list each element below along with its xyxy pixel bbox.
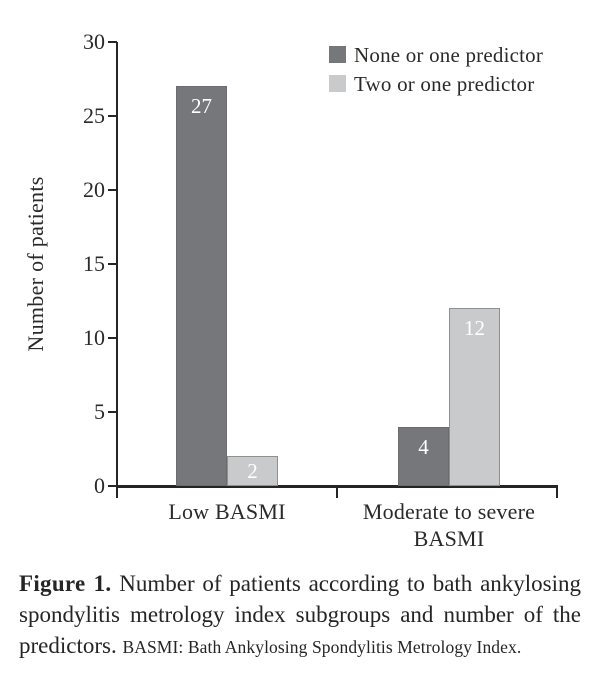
chart-legend <box>329 43 543 97</box>
y-axis-tick <box>108 263 117 265</box>
figure-caption-text: Number of patients according to bath ankylosing spondylitis metrology index subgroups and number of the predictors. <box>19 571 582 658</box>
y-axis-tick-label: 15 <box>83 251 105 276</box>
bar-none-or-one-predictor <box>176 86 227 486</box>
figure-caption <box>19 568 581 663</box>
y-axis-tick <box>108 41 117 43</box>
y-axis-tick-label: 20 <box>83 177 105 202</box>
y-axis-tick-label: 5 <box>94 399 105 424</box>
legend-swatch-icon <box>329 46 346 63</box>
y-axis-tick-label: 30 <box>83 29 105 54</box>
legend-label: Two or one predictor <box>354 72 535 96</box>
bar-value-label: 12 <box>464 316 485 341</box>
bar-value-label: 2 <box>247 459 258 484</box>
legend-label: None or one predictor <box>354 43 544 67</box>
y-axis-tick-label: 25 <box>83 103 105 128</box>
legend-swatch-icon <box>329 75 346 92</box>
x-axis-tick <box>336 487 338 498</box>
bar-value-label: 27 <box>191 94 212 119</box>
y-axis-tick <box>108 337 117 339</box>
y-axis-tick <box>108 115 117 117</box>
x-axis-tick <box>116 487 118 498</box>
x-category-label: Low BASMI <box>168 499 286 524</box>
y-axis-tick <box>108 189 117 191</box>
x-axis-tick <box>556 487 558 498</box>
legend-entry <box>329 72 543 97</box>
x-category-label: Moderate to severe BASMI <box>362 499 536 551</box>
y-axis-title: Number of patients <box>23 176 48 352</box>
bar-value-label: 4 <box>418 434 429 459</box>
y-axis-tick <box>108 411 117 413</box>
legend-entry <box>329 43 543 68</box>
y-axis-tick-label: 0 <box>94 473 105 498</box>
y-axis-tick-label: 10 <box>83 325 105 350</box>
figure-caption-label: Figure 1. <box>19 571 112 596</box>
figure-caption-abbreviation: BASMI: Bath Ankylosing Spondylitis Metrology Index. <box>122 637 522 657</box>
